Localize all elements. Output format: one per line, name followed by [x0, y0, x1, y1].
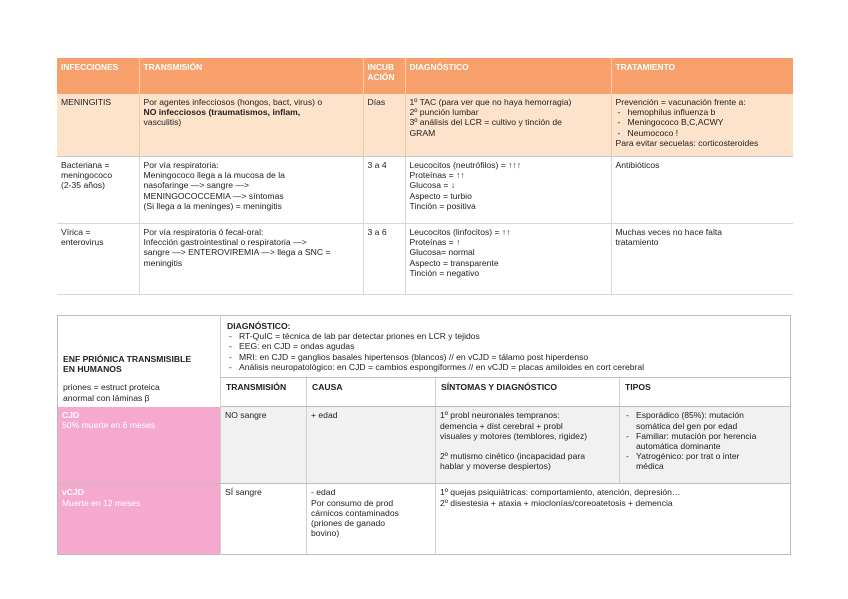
list-item: - RT-QuIC = técnica de lab par detectar priones en LCR y tejidos [227, 331, 784, 341]
prion-title: ENF PRIÓNICA TRANSMISIBLE [63, 354, 192, 364]
cell-transmission: NO sangre [221, 407, 307, 484]
list-item: - Esporádico (85%): mutación somática del gen por edad [624, 410, 786, 430]
cell-transmission: Por agentes infecciosos (hongos, bact, virus) o NO infecciosos (traumatismos, inflam, vasculitis) [139, 94, 363, 157]
header-infecciones: INFECCIONES [57, 58, 139, 94]
header-diagnostico: DIAGNÓSTICO [405, 58, 611, 94]
list-item: - Familiar: mutación por herencia automática dominante [624, 431, 786, 451]
cell-transmission: Por vía respiratoria ó fecal-oral: Infección gastrointestinal o respiratoria —> sangre —> ENTEROVIREMIA —> llega a SNC = meningitis [139, 224, 363, 295]
cell-cause: - edad Por consumo de prod cárnicos contaminados (priones de ganado bovino) [307, 484, 436, 555]
cell-incubation: 3 a 4 [363, 157, 405, 224]
cell-diagnosis: 1º TAC (para ver que no haya hemorragia) 2º punción lumbar 3º análisis del LCR = cultivo y tinción de GRAM [405, 94, 611, 157]
cell-cause: + edad [307, 407, 436, 484]
cell-treatment: Muchas veces no hace falta tratamiento [611, 224, 793, 295]
cell-symptoms: 1º probl neuronales tempranos: demencia + dist cerebral + probl visuales y motores (temblores, rigidez) 2º mutismo cinético (incapacidad para hablar y moverse despiertos) [436, 407, 620, 484]
cell-transmission: SÍ sangre [221, 484, 307, 555]
table-row-viral [57, 224, 793, 295]
diagnostic-list [227, 331, 784, 372]
cell-types [620, 407, 791, 484]
list-item: - Neumococo ! [616, 128, 790, 138]
vcjd-name: vCJD [62, 487, 84, 498]
cell-incubation: 3 a 6 [363, 224, 405, 295]
list-item: - EEG: en CJD = ondas agudas [227, 341, 784, 351]
list-item: - Meningococo B,C,ACWY [616, 117, 790, 127]
diagnostic-cell [221, 316, 791, 378]
header-causa: CAUSA [307, 378, 436, 407]
list-item: - MRI: en CJD = ganglios basales hipertensos (blancos) // en vCJD = tálamo post hiperdenso [227, 352, 784, 362]
list-item: - Análisis neuropatológico: en CJD = cambios espongiformes // en vCJD = placas amiloides en cort cerebral [227, 362, 784, 372]
prion-info-cell: ENF PRIÓNICA TRANSMISIBLE EN HUMANOS priones = estruct proteica anormal con láminas β [58, 316, 221, 407]
vcjd-label-cell: vCJD Muerte en 12 meses [58, 484, 221, 555]
diagnostic-title: DIAGNÓSTICO: [227, 321, 291, 331]
vaccine-list [616, 107, 790, 138]
header-incubacion: INCUB ACIÓN [363, 58, 405, 94]
cell-symptoms: 1º quejas psiquiátricas: comportamiento, atención, depresión… 2º disestesia + ataxia + mioclonías/coreoatetosis + demencia [440, 487, 681, 508]
cell-transmission: Por vía respiratoria: Meningococo llega a la mucosa de la nasofaringe —> sangre —> MENINGOCOCCEMIA —> síntomas (Si llega a la meninges) = meningitis [139, 157, 363, 224]
table-row-cjd [58, 407, 791, 484]
cell-infection: MENINGITIS [57, 94, 139, 157]
cell-infection: Vírica = enterovirus [57, 224, 139, 295]
cjd-label-cell: CJD 50% muerte en 6 meses [58, 407, 221, 484]
cell-treatment: Prevención = vacunación frente a: - hemophilus influenza b - Meningococo B,C,ACWY - Neumococo ! Para evitar secuelas: corticosteroides [611, 94, 793, 157]
header-tratamiento: TRATAMIENTO [611, 58, 793, 94]
table-row-meningitis [57, 94, 793, 157]
cell-diagnosis: Leucocitos (linfocitos) = ↑↑ Proteínas = ↑ Glucosa= normal Aspecto = transparente Tinción = negativo [405, 224, 611, 295]
header-tipos: TIPOS [620, 378, 791, 407]
header-sintomas: SÍNTOMAS Y DIAGNÓSTICO [436, 378, 620, 407]
table-row-vcjd [58, 484, 791, 555]
cell-infection: Bacteriana = meningococo (2-35 años) [57, 157, 139, 224]
meningitis-table [57, 58, 793, 295]
table-row-bacterial [57, 157, 793, 224]
list-item: - Yatrogénico: por trat o inter médica [624, 451, 786, 471]
prion-table [57, 315, 791, 555]
cell-incubation: Días [363, 94, 405, 157]
cell-treatment: Antibióticos [611, 157, 793, 224]
prion-subtitle: priones = estruct proteica [63, 382, 160, 393]
table-header-row [57, 58, 793, 94]
types-list [624, 410, 786, 471]
list-item: - hemophilus influenza b [616, 107, 790, 117]
header-transmision: TRANSMISIÓN [221, 378, 307, 407]
diagnostic-row [58, 316, 791, 378]
cjd-name: CJD [62, 409, 80, 420]
header-transmision: TRANSMISIÓN [139, 58, 363, 94]
cell-diagnosis: Leucocitos (neutrófilos) = ↑↑↑ Proteínas = ↑↑ Glucosa = ↓ Aspecto = turbio Tinción = positiva [405, 157, 611, 224]
